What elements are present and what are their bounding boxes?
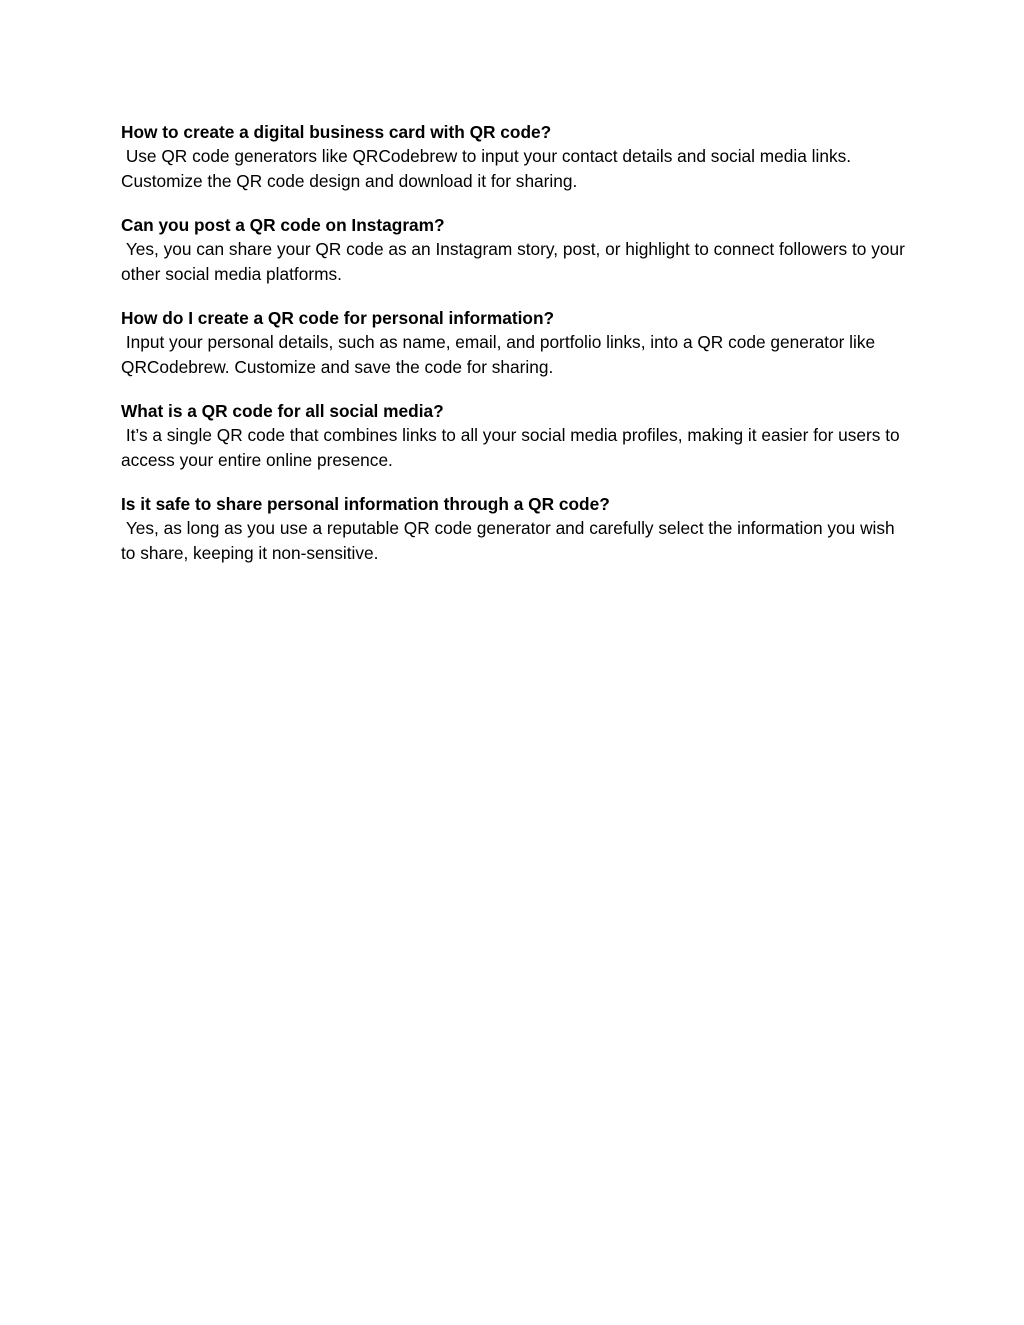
document-page — [121, 120, 911, 585]
faq-item — [121, 399, 911, 472]
faq-question: Can you post a QR code on Instagram? — [121, 215, 445, 235]
faq-answer: It’s a single QR code that combines links to all your social media profiles, making it easier for users to access your entire online presence. — [121, 425, 905, 470]
faq-item — [121, 120, 911, 193]
faq-answer: Yes, as long as you use a reputable QR code generator and carefully select the information you wish to share, keeping it non-sensitive. — [121, 518, 900, 563]
faq-item — [121, 213, 911, 286]
faq-answer: Yes, you can share your QR code as an Instagram story, post, or highlight to connect followers to your other social media platforms. — [121, 239, 910, 284]
faq-answer: Use QR code generators like QRCodebrew to input your contact details and social media links. Customize the QR code design and download it for sharing. — [121, 146, 856, 191]
faq-question: Is it safe to share personal information through a QR code? — [121, 494, 610, 514]
faq-question: How do I create a QR code for personal information? — [121, 308, 555, 328]
faq-answer: Input your personal details, such as name, email, and portfolio links, into a QR code generator like QRCodebrew. Customize and save the code for sharing. — [121, 332, 880, 377]
faq-item — [121, 306, 911, 379]
faq-question: How to create a digital business card with QR code? — [121, 122, 552, 142]
faq-item — [121, 492, 911, 565]
faq-question: What is a QR code for all social media? — [121, 401, 444, 421]
